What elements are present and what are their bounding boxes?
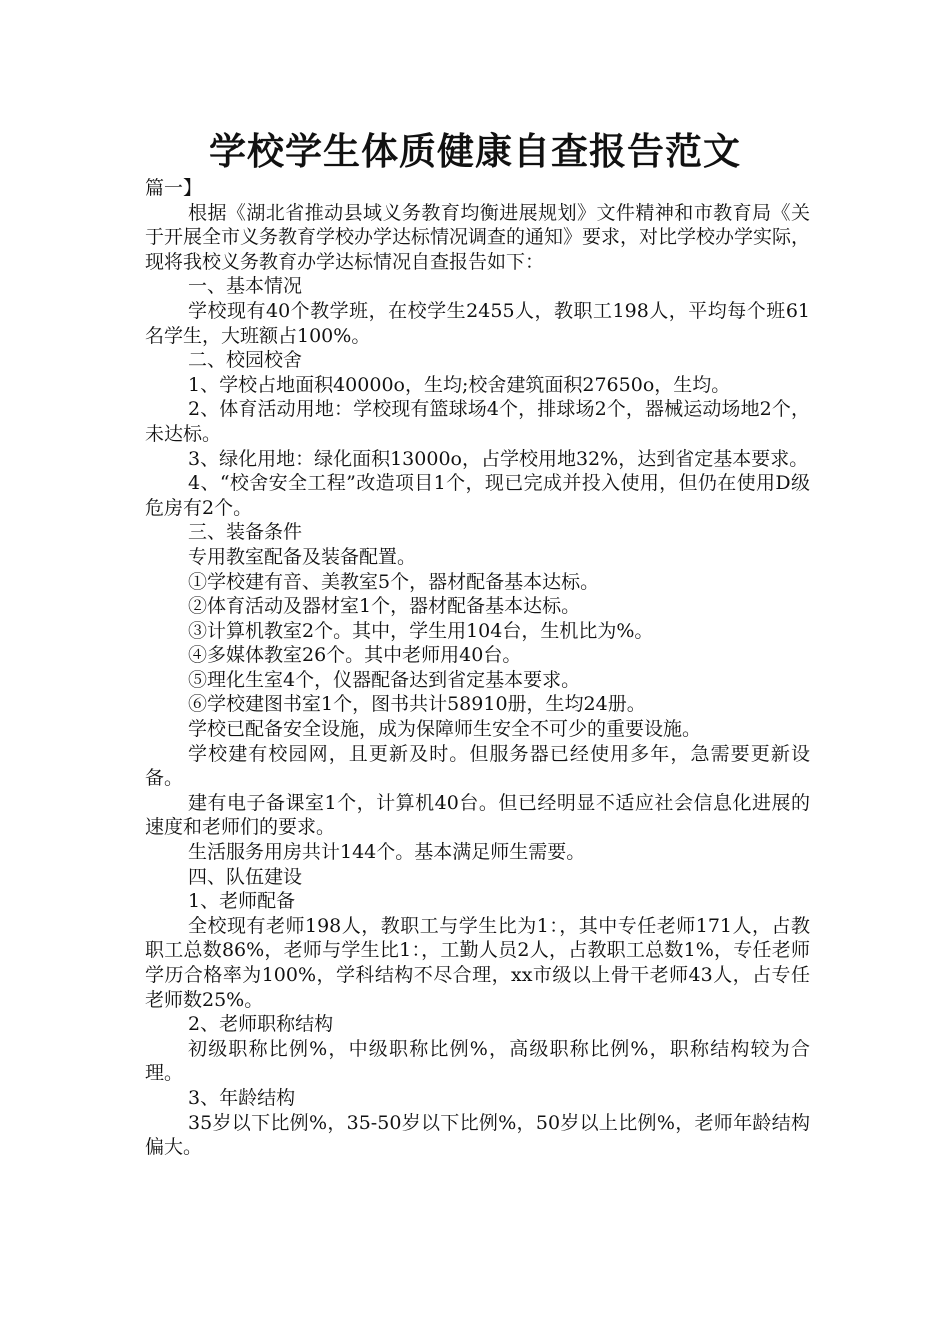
paragraph-e-prep-room: 建有电子备课室1个，计算机40台。但已经明显不适应社会信息化进展的速度和老师们的要求。	[145, 791, 810, 839]
section-label: 篇一】	[145, 177, 203, 199]
paragraph-sports-ground: 2、体育活动用地：学校现有篮球场4个，排球场2个，器械运动场地2个，未达标。	[145, 398, 810, 445]
paragraph-age-structure: 35岁以下比例%，35-50岁以下比例%，50岁以上比例%，老师年龄结构偏大。	[145, 1111, 810, 1159]
paragraph-basic-info: 学校现有40个教学班，在校学生2455人，教职工198人，平均每个班61名学生，大班额占100%。	[145, 299, 810, 347]
document-title: 学校学生体质健康自查报告范文	[209, 129, 741, 173]
paragraph-campus-network: 学校建有校园网，且更新及时。但服务器已经使用多年，急需要更新设备。	[145, 742, 810, 790]
list-item-multimedia-rooms: ④多媒体教室26个。其中老师用40台。	[188, 644, 522, 667]
subheading-teacher-allocation: 1、老师配备	[188, 890, 296, 913]
paragraph-safety-facilities: 学校已配备安全设施，成为保障师生安全不可少的重要设施。	[188, 718, 702, 741]
paragraph-greening: 3、绿化用地：绿化面积13000o，占学校用地32%，达到省定基本要求。	[188, 447, 809, 470]
paragraph-special-rooms: 专用教室配备及装备配置。	[188, 545, 417, 568]
list-item-sports-room: ②体育活动及器材室1个，器材配备基本达标。	[188, 595, 581, 618]
heading-campus: 二、校园校舍	[188, 349, 303, 372]
paragraph-service-rooms: 生活服务用房共计144个。基本满足师生需要。	[188, 841, 586, 864]
subheading-age-structure: 3、年龄结构	[188, 1086, 296, 1109]
intro-paragraph: 根据《湖北省推动县域义务教育均衡进展规划》文件精神和市教育局《关于开展全市义务教育学校办学达标情况调查的通知》要求，对比学校办学实际，现将我校义务教育办学达标情况自查报告如下：	[145, 201, 811, 273]
subheading-title-structure: 2、老师职称结构	[188, 1013, 334, 1036]
paragraph-teacher-allocation: 全校现有老师198人，教职工与学生比为1：，其中专任老师171人，占教职工总数86%，老师与学生比1：，工勤人员2人，占教职工总数1%，专任老师学历合格率为100%，学科结构不尽合理，xx市级以上骨干老师43人，占专任老师数25%。	[145, 914, 810, 1011]
heading-staffing: 四、队伍建设	[188, 865, 303, 888]
paragraph-safety-project: 4、“校舍安全工程”改造项目1个，现已完成并投入使用，但仍在使用D级危房有2个。	[145, 472, 810, 519]
list-item-science-labs: ⑤理化生室4个，仪器配备达到省定基本要求。	[188, 668, 581, 691]
heading-equipment: 三、装备条件	[188, 521, 303, 544]
list-item-library: ⑥学校建图书室1个，图书共计58910册，生均24册。	[188, 693, 646, 716]
paragraph-title-structure: 初级职称比例%，中级职称比例%，高级职称比例%，职称结构较为合理。	[145, 1037, 810, 1085]
list-item-computer-rooms: ③计算机教室2个。其中，学生用104台，生机比为%。	[188, 619, 654, 642]
paragraph-campus-area: 1、学校占地面积40000o，生均;校舍建筑面积27650o，生均。	[188, 373, 731, 396]
document-body	[145, 176, 810, 1160]
heading-basic-info: 一、基本情况	[188, 275, 303, 298]
list-item-art-rooms: ①学校建有音、美教室5个，器材配备基本达标。	[188, 570, 600, 593]
